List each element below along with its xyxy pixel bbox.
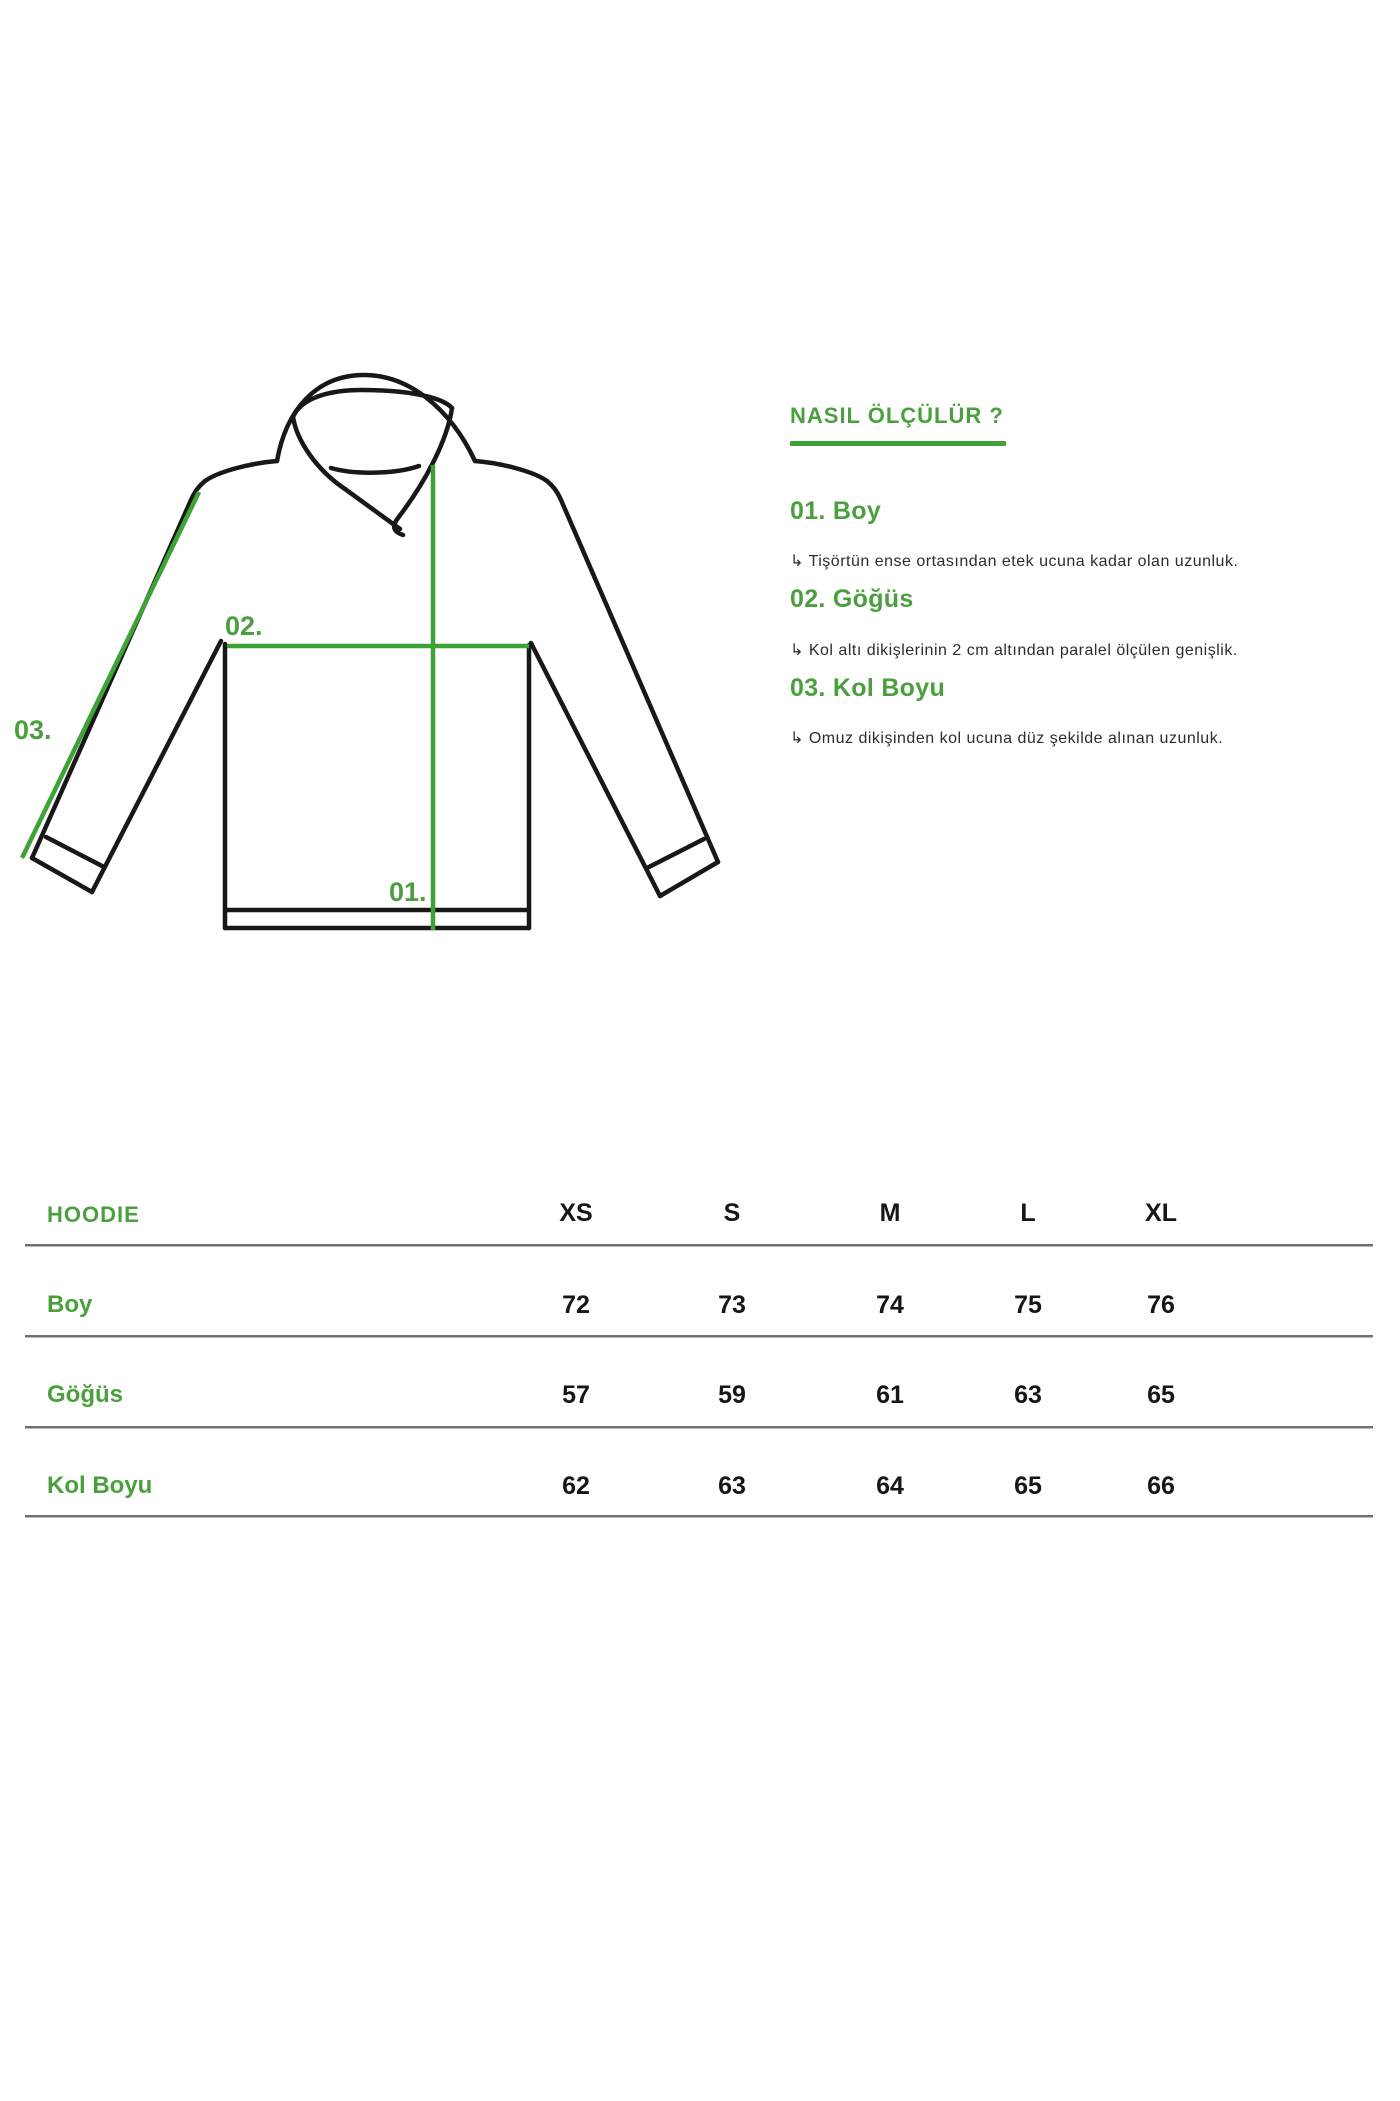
table-cell: 74 xyxy=(876,1291,904,1319)
right-cuff-end xyxy=(660,862,718,896)
sleeve-line-label: 03. xyxy=(14,715,52,745)
measure-item-1-heading: 01. Boy xyxy=(790,497,882,525)
size-table-col-header-m: M xyxy=(879,1199,901,1227)
size-table-col-header-l: L xyxy=(1020,1199,1036,1227)
measure-item-2-description: ↳ Kol altı dikişlerinin 2 cm altından paralel ölçülen genişlik. xyxy=(790,642,1238,659)
table-rule xyxy=(25,1244,1373,1247)
right-shoulder-sleeve-edge xyxy=(475,461,718,862)
left-shoulder-sleeve-edge xyxy=(32,461,277,858)
table-cell: 59 xyxy=(718,1381,746,1409)
measure-item-2-heading: 02. Göğüs xyxy=(790,585,914,613)
how-to-measure-title: NASIL ÖLÇÜLÜR ? xyxy=(790,403,1004,428)
hood-inner-rim xyxy=(293,390,452,417)
size-table-col-header-xs: XS xyxy=(559,1199,593,1227)
table-cell: 65 xyxy=(1147,1381,1175,1409)
table-cell: 64 xyxy=(876,1472,904,1500)
table-cell: 66 xyxy=(1147,1472,1175,1500)
chest-line-label: 02. xyxy=(225,611,263,641)
left-cuff-end xyxy=(32,858,92,892)
size-table-row-label-kol-boyu: Kol Boyu xyxy=(47,1472,153,1499)
hood-flap-cross xyxy=(345,489,400,529)
neckline-arc xyxy=(331,466,419,473)
table-cell: 61 xyxy=(876,1381,904,1409)
table-cell: 73 xyxy=(718,1291,746,1319)
table-cell: 57 xyxy=(562,1381,590,1409)
table-rule xyxy=(25,1426,1373,1429)
title-underline xyxy=(790,441,1006,446)
measure-item-1-description: ↳ Tişörtün ense ortasından etek ucuna kadar olan uzunluk. xyxy=(790,553,1239,570)
size-table-row-label-gogus: Göğüs xyxy=(47,1381,123,1408)
size-table-row-label-boy: Boy xyxy=(47,1291,93,1318)
table-cell: 72 xyxy=(562,1291,590,1319)
measure-item-3-description: ↳ Omuz dikişinden kol ucuna düz şekilde alınan uzunluk. xyxy=(790,730,1224,747)
table-cell: 65 xyxy=(1014,1472,1042,1500)
left-cuff-seam xyxy=(46,837,104,867)
size-table-col-header-s: S xyxy=(723,1199,741,1227)
sleeve-measure-line xyxy=(22,492,199,858)
table-rule xyxy=(25,1515,1373,1518)
size-table-product-label: HOODIE xyxy=(47,1202,140,1227)
table-rule xyxy=(25,1335,1373,1338)
table-cell: 63 xyxy=(1014,1381,1042,1409)
length-line-label: 01. xyxy=(389,877,427,907)
right-cuff-seam xyxy=(647,839,704,868)
hood-left-flap xyxy=(293,417,345,489)
hoodie-measurement-diagram xyxy=(0,330,740,970)
table-cell: 62 xyxy=(562,1472,590,1500)
measure-item-3-heading: 03. Kol Boyu xyxy=(790,674,946,702)
table-cell: 63 xyxy=(718,1472,746,1500)
table-cell: 76 xyxy=(1147,1291,1175,1319)
table-cell: 75 xyxy=(1014,1291,1042,1319)
size-table-col-header-xl: XL xyxy=(1145,1199,1177,1227)
